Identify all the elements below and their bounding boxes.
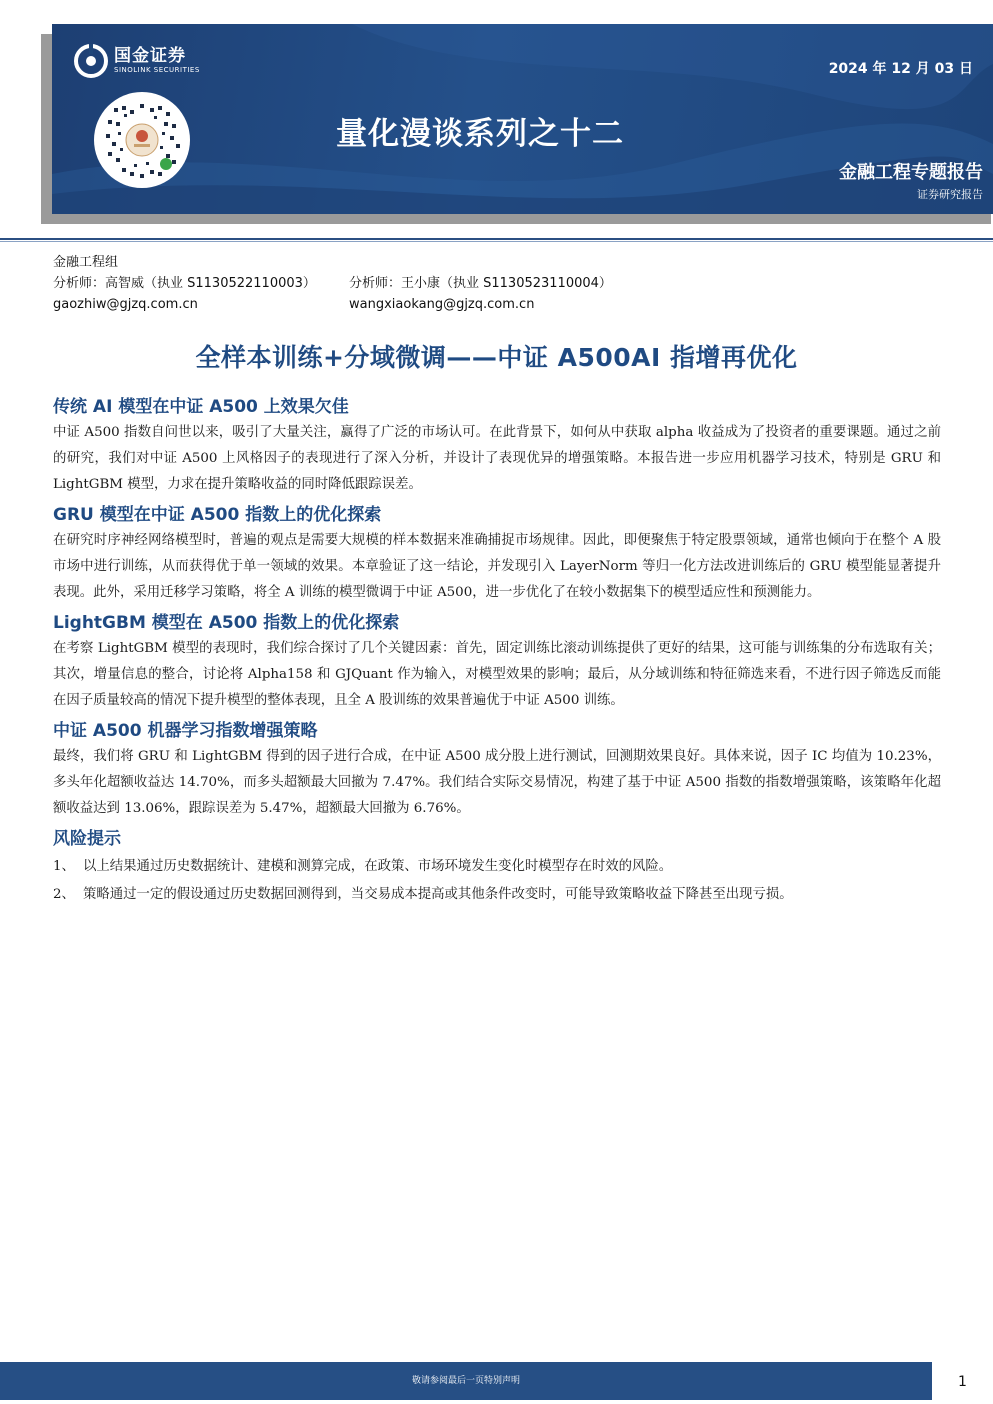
logo-name-cn: 国金证券 xyxy=(114,46,186,66)
section-heading: 传统 AI 模型在中证 A500 上效果欠佳 xyxy=(53,397,349,417)
risk-item-number: 1、 xyxy=(53,859,75,874)
analyst-1: 分析师：高智威（执业 S1130522110003） xyxy=(53,276,316,291)
risk-item-text: 以上结果通过历史数据统计、建模和测算完成，在政策、市场环境发生变化时模型存在时效的风险。 xyxy=(83,859,673,874)
series-title: 量化漫谈系列之十二 xyxy=(336,116,624,152)
qr-code-icon xyxy=(94,92,190,188)
section-paragraph: 最终，我们将 GRU 和 LightGBM 得到的因子进行合成，在中证 A500 成分股上进行测试，回测期效果良好。具体来说，因子 IC 均值为 10.23%，多头年化超额收益达 14.70%，而多头超额最大回撤为 7.47%。我们结合实际交易情况，构建了基于中证 A500 指数的指数增强策略，该策略年化超额收益达到 13.06%，跟踪误差为 5.47%，超额最大回撤为 6.76%。 xyxy=(53,749,941,816)
risk-item xyxy=(53,854,941,880)
header-banner xyxy=(52,24,993,214)
analyst-1-email[interactable]: gaozhiw@gjzq.com.cn xyxy=(53,297,198,312)
logo-mark-icon xyxy=(74,44,108,78)
report-title: 全样本训练+分域微调——中证 A500AI 指增再优化 xyxy=(195,343,798,372)
footer-notice: 敬请参阅最后一页特别声明 xyxy=(411,1376,520,1386)
header-divider xyxy=(0,238,993,240)
report-type: 金融工程专题报告 xyxy=(839,162,983,183)
analyst-2-email[interactable]: wangxiaokang@gjzq.com.cn xyxy=(349,297,535,312)
qr-code xyxy=(94,92,190,188)
report-body xyxy=(53,394,941,908)
author-block xyxy=(53,252,612,315)
report-date: 2024 年 12 月 03 日 xyxy=(828,61,973,77)
risk-item xyxy=(53,882,941,908)
logo-text xyxy=(114,47,200,75)
header-divider-thin xyxy=(0,241,993,242)
author-group: 金融工程组 xyxy=(53,255,119,270)
company-logo xyxy=(74,44,200,78)
report-subtype: 证券研究报告 xyxy=(917,188,983,201)
analyst-2: 分析师：王小康（执业 S1130523110004） xyxy=(349,276,612,291)
footer-bar xyxy=(0,1362,932,1400)
analyst-row xyxy=(53,273,612,294)
logo-name-en: SINOLINK SECURITIES xyxy=(114,66,200,74)
page-number: 1 xyxy=(958,1374,967,1390)
risk-item-number: 2、 xyxy=(53,887,75,902)
section-paragraph: 中证 A500 指数自问世以来，吸引了大量关注，赢得了广泛的市场认可。在此背景下，如何从中获取 alpha 收益成为了投资者的重要课题。通过之前的研究，我们对中证 A500 上风格因子的表现进行了深入分析，并设计了表现优异的增强策略。本报告进一步应用机器学习技术，特别是 GRU 和 LightGBM 模型，力求在提升策略收益的同时降低跟踪误差。 xyxy=(53,425,941,492)
section-paragraph: 在考察 LightGBM 模型的表现时，我们综合探讨了几个关键因素：首先，固定训练比滚动训练提供了更好的结果，这可能与训练集的分布选取有关；其次，增量信息的整合，讨论将 Alpha158 和 GJQuant 作为输入，对模型效果的影响；最后，从分域训练和特征筛选来看，不进行因子筛选反而能在因子质量较高的情况下提升模型的整体表现，且全 A 股训练的效果普遍优于中证 A500 训练。 xyxy=(53,641,941,708)
email-row xyxy=(53,294,612,315)
section-heading: 中证 A500 机器学习指数增强策略 xyxy=(53,721,318,741)
section-heading: GRU 模型在中证 A500 指数上的优化探索 xyxy=(53,505,382,525)
section-paragraph: 在研究时序神经网络模型时，普遍的观点是需要大规模的样本数据来准确捕捉市场规律。因此，即便聚焦于特定股票领域，通常也倾向于在整个 A 股市场中进行训练，从而获得优于单一领域的效果。本章验证了这一结论，并发现引入 LayerNorm 等归一化方法改进训练后的 GRU 模型能显著提升表现。此外，采用迁移学习策略，将全 A 训练的模型微调于中证 A500，进一步优化了在较小数据集下的模型适应性和预测能力。 xyxy=(53,533,941,600)
risk-item-text: 策略通过一定的假设通过历史数据回测得到，当交易成本提高或其他条件改变时，可能导致策略收益下降甚至出现亏损。 xyxy=(83,887,793,902)
author-group-row xyxy=(53,252,612,273)
section-heading: LightGBM 模型在 A500 指数上的优化探索 xyxy=(53,613,400,633)
risk-heading: 风险提示 xyxy=(53,829,121,849)
